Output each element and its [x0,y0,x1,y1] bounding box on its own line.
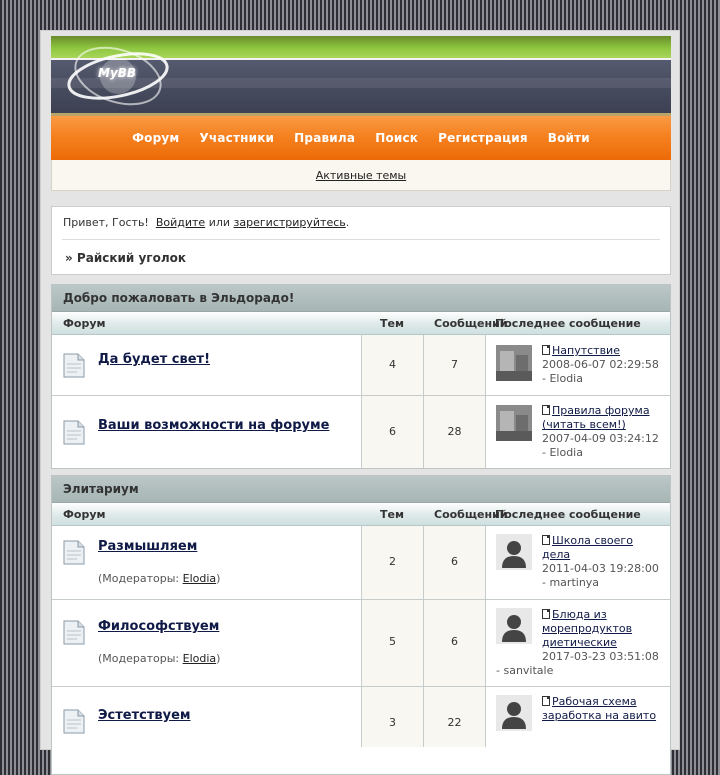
col-posts: Сообщений [434,508,508,521]
last-post-link[interactable] [542,695,656,722]
nav-search[interactable]: Поиск [375,131,419,145]
moderators [98,572,220,585]
last-post-title-line: Рабочая схема [552,695,637,708]
last-post-author-wrap [496,664,666,678]
posts-count: 7 [451,358,458,371]
moderators [98,652,220,665]
last-post-info [542,608,666,664]
moderators-label: (Модераторы: [98,652,180,665]
greeting-period: . [345,216,350,229]
nav-login[interactable]: Войти [547,131,590,145]
category-elitarium [51,475,671,775]
col-last-post: Последнее сообщение [495,508,641,521]
nav-members[interactable]: Участники [199,131,275,145]
forum-read-icon [63,538,85,565]
sub-navigation [51,160,671,191]
last-post-title-line: Блюда из [552,608,607,621]
topics-count: 6 [389,425,396,438]
forum-title[interactable]: Эстетствуем [98,708,191,723]
col-posts: Сообщений [434,317,508,330]
last-post-date: 2007-04-09 03:24:12 [542,432,659,445]
forum-read-icon [63,351,85,378]
avatar[interactable] [496,405,532,441]
last-post-title-line: морепродуктов [542,622,633,635]
last-post-title-line: заработка на авито [542,709,657,722]
login-link[interactable]: Войдите [155,216,206,229]
last-post-date: 2008-06-07 02:29:58 [542,358,659,371]
post-icon [542,696,550,706]
last-post-author: - martinya [542,576,600,589]
avatar[interactable] [496,345,532,381]
forum-title[interactable]: Ваши возможности на форуме [98,418,330,433]
post-icon [542,405,550,415]
posts-count: 22 [447,716,462,729]
welcome-box [51,206,671,275]
breadcrumb: » Райский уголок [65,251,186,265]
moderators-close: ) [216,652,221,665]
posts-count: 6 [451,555,458,568]
nav-register[interactable]: Регистрация [438,131,528,145]
site-header [51,36,671,116]
nav-forum[interactable]: Форум [132,131,180,145]
forum-read-icon [63,707,85,734]
topics-count: 3 [389,716,396,729]
col-last-post: Последнее сообщение [495,317,641,330]
column-headers [52,503,670,526]
register-link[interactable]: зарегистрируйтесь [233,216,346,229]
last-post-date: 2011-04-03 19:28:00 [542,562,659,575]
col-forum: Форум [63,508,106,521]
forum-read-icon [63,618,85,645]
inner-wrap [51,31,671,729]
active-topics-link[interactable]: Активные темы [315,169,407,182]
forum-row [52,687,670,747]
or-text: или [208,216,231,229]
nav-rules[interactable]: Правила [294,131,356,145]
avatar[interactable] [496,695,532,731]
col-topics: Тем [380,317,404,330]
last-post-title-line: дела [542,548,571,561]
forum-row [52,600,670,687]
moderator-link[interactable]: Elodia [182,572,217,585]
moderators-label: (Модераторы: [98,572,180,585]
greeting-line [63,216,349,229]
topics-count: 2 [389,555,396,568]
moderators-close: ) [216,572,221,585]
post-icon [542,609,550,619]
column-headers [52,312,670,335]
forum-title[interactable]: Философствуем [98,619,220,634]
last-post-info [542,695,666,723]
forum-title[interactable]: Размышляем [98,539,198,554]
logo-text: MyBB [98,66,137,80]
forum-title[interactable]: Да будет свет! [98,352,211,367]
greeting-text: Привет, Гость! [63,216,149,229]
forum-row [52,526,670,600]
col-forum: Форум [63,317,106,330]
last-post-date: 2017-03-23 03:51:08 [542,650,659,663]
last-post-title-line: (читать всем!) [542,418,626,431]
post-icon [542,535,550,545]
last-post-author: - Elodia [542,446,583,459]
last-post-info [542,534,666,590]
avatar[interactable] [496,608,532,644]
page-container [40,30,680,750]
last-post-title-line: диетические [542,636,617,649]
moderator-link[interactable]: Elodia [182,652,217,665]
last-post-title-line: Школа своего [552,534,633,547]
avatar[interactable] [496,534,532,570]
forum-row [52,335,670,396]
last-post-link[interactable] [542,404,650,431]
last-post-link[interactable] [542,608,632,649]
category-welcome [51,284,671,469]
posts-count: 6 [451,635,458,648]
col-topics: Тем [380,508,404,521]
category-title[interactable]: Элитариум [52,476,670,503]
main-navigation [51,114,671,160]
last-post-link[interactable] [542,534,633,561]
last-post-author: - Elodia [542,372,583,385]
welcome-divider [62,239,660,240]
last-post-author: - sanvitale [496,664,554,677]
last-post-info [542,344,666,386]
posts-count: 28 [447,425,462,438]
last-post-link[interactable]: Напутствие [552,344,620,357]
topics-count: 4 [389,358,396,371]
last-post-info [542,404,666,460]
topics-count: 5 [389,635,396,648]
category-title[interactable]: Добро пожаловать в Эльдорадо! [52,285,670,312]
post-icon [542,345,550,355]
forum-read-icon [63,418,85,445]
forum-row [52,396,670,468]
last-post-title-line: Правила форума [552,404,650,417]
